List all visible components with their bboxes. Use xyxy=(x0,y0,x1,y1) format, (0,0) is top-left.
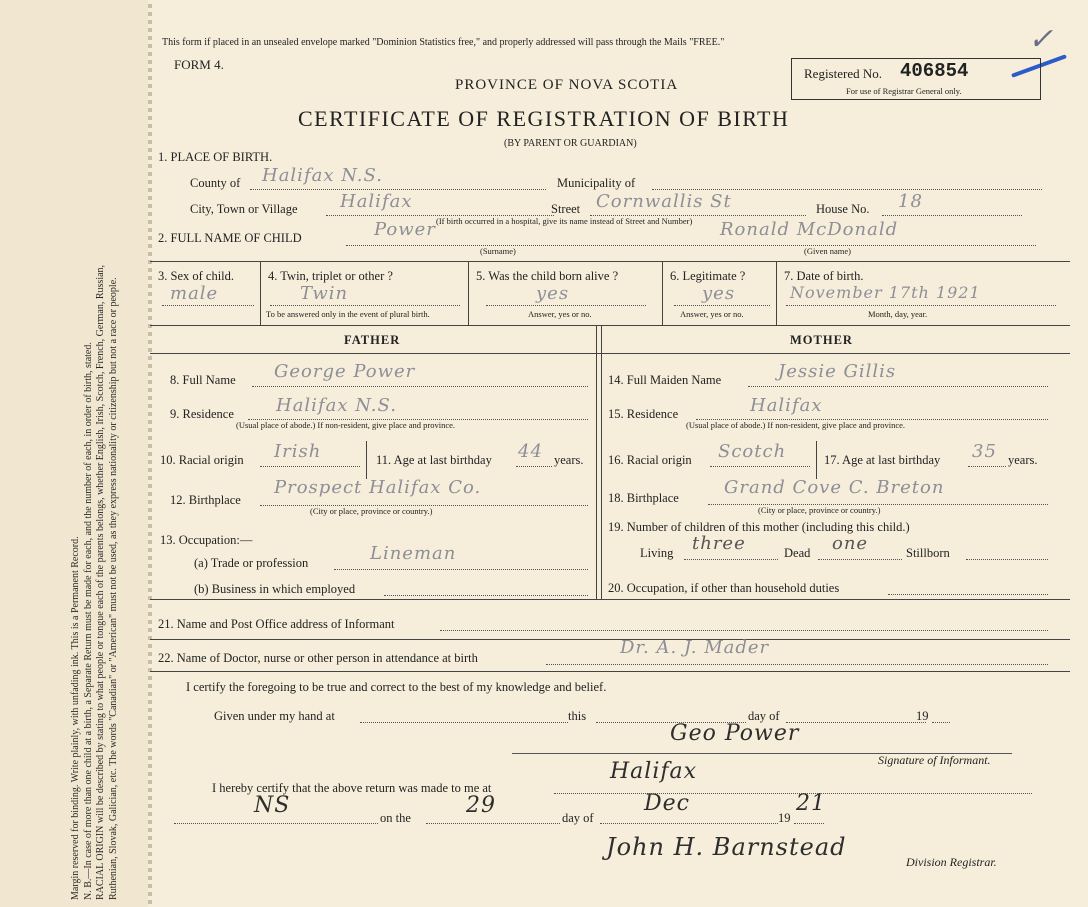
registered-label: Registered No. xyxy=(804,66,882,81)
registrar-signature: John H. Barnstead xyxy=(606,833,847,861)
father-residence-value: Halifax N.S. xyxy=(276,395,397,416)
father-name-value: George Power xyxy=(274,361,416,382)
registration-box xyxy=(791,58,1041,100)
father-racial-value: Irish xyxy=(274,441,322,462)
margin-instructions xyxy=(70,60,120,900)
twin-note: To be answered only in the event of plural birth. xyxy=(266,309,430,319)
mother-racial-value: Scotch xyxy=(718,441,787,462)
child-surname-value: Power xyxy=(374,219,436,240)
house-label: House No. xyxy=(816,202,870,216)
this-label: this xyxy=(568,709,587,723)
registered-number: 406854 xyxy=(900,60,969,82)
mail-note: This form if placed in an unsealed envelope marked "Dominion Statistics free," and properly addressed will pass through the Mails "FREE." xyxy=(162,37,725,48)
street-label: Street xyxy=(551,202,581,216)
child-name-label: 2. FULL NAME OF CHILD xyxy=(158,231,302,245)
dob-value: November 17th 1921 xyxy=(790,283,981,302)
dead-label: Dead xyxy=(784,546,811,560)
on-the-label: on the xyxy=(380,811,411,825)
given-under-label: Given under my hand at xyxy=(214,709,335,723)
twin-label: 4. Twin, triplet or other ? xyxy=(268,269,393,283)
mother-residence-label: 15. Residence xyxy=(608,407,679,421)
mother-name-value: Jessie Gillis xyxy=(778,361,897,382)
alive-value: yes xyxy=(536,283,570,304)
mother-occupation-label: 20. Occupation, if other than household duties xyxy=(608,581,840,595)
registrar-day-of-label: day of xyxy=(562,811,594,825)
margin-note-1: Margin reserved for binding. Write plainly, with unfading ink. This is a Permanent Record. xyxy=(70,536,81,900)
hospital-note: (If birth occurred in a hospital, give its name instead of Street and Number) xyxy=(436,216,693,226)
mother-birthplace-value: Grand Cove C. Breton xyxy=(724,477,945,498)
county-label: County of xyxy=(190,176,241,190)
legitimate-label: 6. Legitimate ? xyxy=(670,269,746,283)
sex-label: 3. Sex of child. xyxy=(158,269,235,283)
certificate-title: CERTIFICATE OF REGISTRATION OF BIRTH xyxy=(298,106,790,131)
registrar-month-value: Dec xyxy=(644,791,690,816)
margin-note-4: Ruthenian, Slovak, Galician, etc. The words "Canadian" or "American" must not be used, as they express nationality or citizenship but not a race or people. xyxy=(107,277,119,900)
dob-note: Month, day, year. xyxy=(868,309,928,319)
house-value: 18 xyxy=(898,191,923,212)
province-title: PROVINCE OF NOVA SCOTIA xyxy=(455,77,679,93)
certify-statement: I certify the foregoing to be true and correct to the best of my knowledge and belief. xyxy=(186,680,607,694)
street-value: Cornwallis St xyxy=(596,191,732,212)
mother-years-label: years. xyxy=(1008,453,1038,467)
mother-name-label: 14. Full Maiden Name xyxy=(608,373,722,387)
twin-value: Twin xyxy=(300,283,349,304)
alive-label: 5. Was the child born alive ? xyxy=(476,269,619,283)
living-value: three xyxy=(692,533,746,554)
stillborn-label: Stillborn xyxy=(906,546,950,560)
sex-value: male xyxy=(170,283,219,304)
living-label: Living xyxy=(640,546,674,560)
mother-residence-note: (Usual place of abode.) If non-resident, give place and province. xyxy=(686,420,906,430)
check-mark-icon: ✓ xyxy=(1028,23,1054,56)
mother-racial-label: 16. Racial origin xyxy=(608,453,692,467)
mother-birthplace-note: (City or place, province or country.) xyxy=(758,505,881,515)
place-heading: 1. PLACE OF BIRTH. xyxy=(158,150,273,164)
father-name-label: 8. Full Name xyxy=(170,373,236,387)
dob-label: 7. Date of birth. xyxy=(784,269,864,283)
certify-year-prefix: 19 xyxy=(916,709,929,723)
certificate-subtitle: (BY PARENT OR GUARDIAN) xyxy=(504,138,637,149)
trade-label: (a) Trade or profession xyxy=(194,556,309,570)
city-label: City, Town or Village xyxy=(190,202,298,216)
dead-value: one xyxy=(832,533,869,554)
trade-value: Lineman xyxy=(370,543,457,564)
surname-caption: (Surname) xyxy=(480,246,516,256)
child-given-value: Ronald McDonald xyxy=(720,219,899,240)
informant-label: 21. Name and Post Office address of Informant xyxy=(158,617,395,631)
father-residence-note: (Usual place of abode.) If non-resident, give place and province. xyxy=(236,420,456,430)
father-heading: FATHER xyxy=(344,333,401,347)
informant-signature: Geo Power xyxy=(670,721,800,746)
father-years-label: years. xyxy=(554,453,584,467)
margin-note-2: N. B.—In case of more than one child at a birth, a Separate Return must be made for each, and the number of each, in order of birth, stated. xyxy=(82,342,94,900)
children-count-label: 19. Number of children of this mother (including this child.) xyxy=(608,520,910,534)
legitimate-note: Answer, yes or no. xyxy=(680,309,744,319)
alive-note: Answer, yes or no. xyxy=(528,309,592,319)
registrar-year-prefix: 19 xyxy=(778,811,791,825)
father-residence-label: 9. Residence xyxy=(170,407,234,421)
city-value: Halifax xyxy=(340,191,413,212)
certificate-form xyxy=(150,25,1070,895)
father-age-value: 44 xyxy=(518,441,543,462)
registrar-day-value: 29 xyxy=(466,793,496,818)
father-birthplace-label: 12. Birthplace xyxy=(170,493,241,507)
father-birthplace-note: (City or place, province or country.) xyxy=(310,506,433,516)
registrar-note: For use of Registrar General only. xyxy=(846,86,962,96)
division-registrar-caption: Division Registrar. xyxy=(906,855,997,869)
margin-note-3: RACIAL ORIGIN will be described by stating to what people or tongue each of the parents belongs, whether English, Irish, Scotch, French, German, Russian, xyxy=(95,264,106,900)
form-number: FORM 4. xyxy=(174,57,224,72)
legitimate-value: yes xyxy=(702,283,736,304)
certify-day-of-label: day of xyxy=(748,709,780,723)
doctor-label: 22. Name of Doctor, nurse or other person in attendance at birth xyxy=(158,651,478,665)
mother-heading: MOTHER xyxy=(790,333,853,347)
informant-signature-caption: Signature of Informant. xyxy=(878,753,991,767)
doctor-value: Dr. A. J. Mader xyxy=(620,637,770,658)
mother-residence-value: Halifax xyxy=(750,395,823,416)
county-value: Halifax N.S. xyxy=(262,165,383,186)
mother-age-label: 17. Age at last birthday xyxy=(824,453,941,467)
registrar-year-value: 21 xyxy=(796,791,826,816)
registrar-place-value-2: NS xyxy=(254,793,291,818)
business-label: (b) Business in which employed xyxy=(194,582,356,596)
father-age-label: 11. Age at last birthday xyxy=(376,453,492,467)
given-caption: (Given name) xyxy=(804,246,851,256)
father-birthplace-value: Prospect Halifax Co. xyxy=(274,477,482,498)
mother-birthplace-label: 18. Birthplace xyxy=(608,491,679,505)
father-occupation-label: 13. Occupation:— xyxy=(160,533,253,547)
father-racial-label: 10. Racial origin xyxy=(160,453,244,467)
registrar-place-value: Halifax xyxy=(610,759,698,784)
mother-age-value: 35 xyxy=(972,441,997,462)
municipality-label: Municipality of xyxy=(557,176,636,190)
registrar-statement: I hereby certify that the above return was made to me at xyxy=(212,781,492,795)
